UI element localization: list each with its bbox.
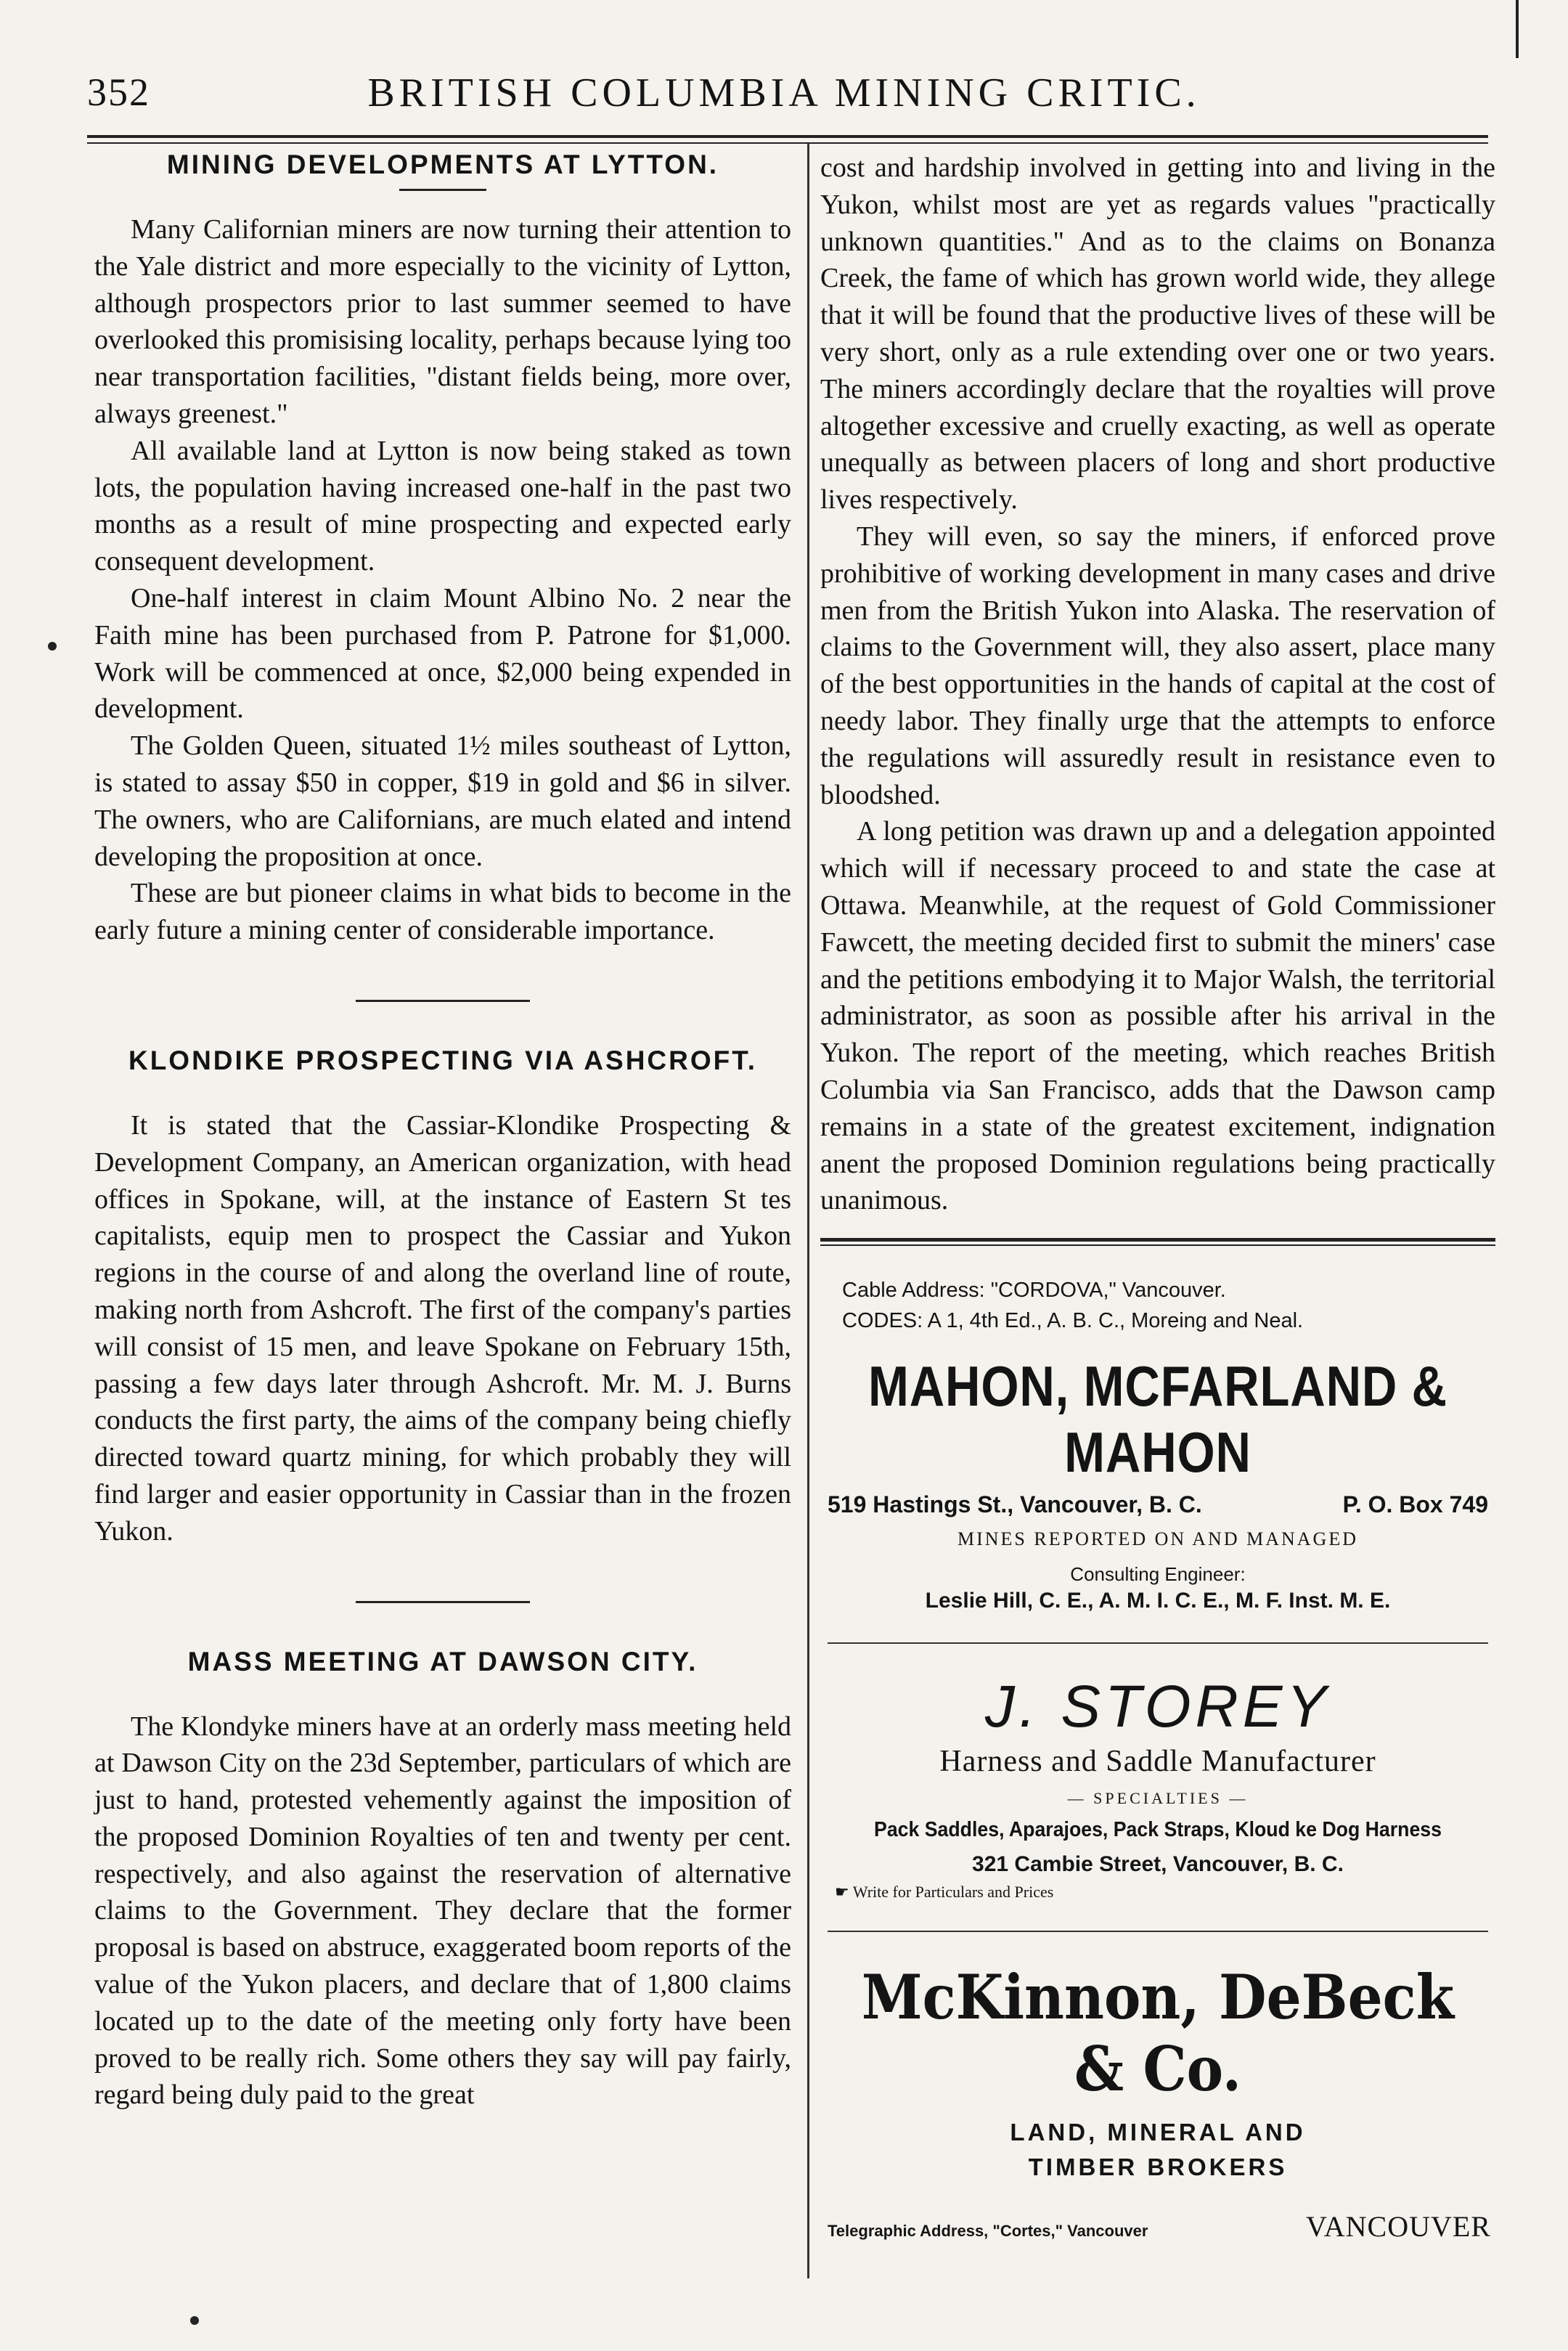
article-headline: KLONDIKE PROSPECTING VIA ASHCROFT. [128, 1045, 758, 1075]
article-body [94, 211, 791, 949]
ad-specialties-label: — SPECIALTIES — [1067, 1789, 1249, 1808]
ad-mckinnon-trade-2: TIMBER BROKERS [1028, 2154, 1288, 2181]
ad-storey-note: ☛ Write for Particulars and Prices [835, 1883, 1054, 1902]
article-body [94, 1107, 791, 1550]
paragraph: Many Californian miners are now turning their attention to the Yale district and more especially to the vicinity of Lytton, although prospectors prior to last summer seemed to have overlooked this promisising locality, perhaps because lying too near transportation facilities, "distant fields being, more over, always greenest." [94, 214, 791, 429]
paragraph: The Golden Queen, situated 1½ miles southeast of Lytton, is stated to assay $50 in copper, $19 in gold and $6 in silver. The owners, who are Californians, are much elated and intend developing the proposition at once. [94, 730, 791, 872]
ad-services: MINES REPORTED ON AND MANAGED [957, 1528, 1358, 1550]
page-number: 352 [87, 70, 150, 114]
margin-mark-line [1516, 0, 1519, 58]
ad-mckinnon-footer [820, 2209, 1495, 2244]
article-headline: MINING DEVELOPMENTS AT LYTTON. [166, 150, 719, 179]
page-header [87, 67, 1481, 125]
paragraph: A long petition was drawn up and a delegation appointed which will if necessary proceed to and state the case at Ottawa. Meanwhile, at the request of Gold Commissioner Fawcett, the meeting decided first to submit the miners' case and the petitions embodying it to Major Walsh, the territorial administrator, as soon as possible after his arrival in the Yukon. The report of the meeting, which reaches British Columbia via San Francisco, adds that the Dawson camp remains in a state of the greatest excitement, indignation anent the proposed Dominion regulations being practically unanimous. [820, 816, 1495, 1216]
paragraph: They will even, so say the miners, if enforced prove prohibitive of working development in many cases and drive men from the British Yukon into Alaska. The reservation of claims to the Government will, they also assert, place many of the best opportunities in the hands of capital at the cost of needy labor. They finally urge that the attempts to enforce the regulations will assuredly result in resistance even to bloodshed. [820, 521, 1495, 810]
running-title: BRITISH COLUMBIA MINING CRITIC. [367, 70, 1201, 115]
margin-dot [190, 2316, 199, 2325]
article-klondike-prospecting [94, 1046, 791, 1550]
section-rule [356, 1601, 530, 1603]
ad-address-row [820, 1491, 1495, 1518]
ad-j-storey [820, 1673, 1495, 1902]
paragraph: All available land at Lytton is now being staked as town lots, the population having increased one-half in the past two months as a result of mine prospecting and expected early consequent development. [94, 435, 791, 577]
article-headline: MASS MEETING AT DAWSON CITY. [187, 1646, 698, 1676]
advertisement-rule [828, 1931, 1488, 1932]
article-mass-meeting-dawson [94, 1647, 791, 2114]
ad-mckinnon-debeck [820, 1961, 1495, 2244]
ad-storey-address: 321 Cambie Street, Vancouver, B. C. [972, 1852, 1344, 1877]
ad-mckinnon-telegraphic: Telegraphic Address, "Cortes," Vancouver [828, 2222, 1148, 2241]
ad-storey-name: J. STOREY [984, 1674, 1331, 1740]
article-continuation [820, 150, 1495, 1219]
ad-consulting-label: Consulting Engineer: [1070, 1563, 1246, 1586]
ad-mahon-mcfarland [820, 1275, 1495, 1613]
column-divider [807, 144, 809, 2278]
headline-rule [399, 189, 486, 191]
ad-mckinnon-city: VANCOUVER [1306, 2210, 1491, 2244]
ad-engineer: Leslie Hill, C. E., A. M. I. C. E., M. F. Inst. M. E. [925, 1589, 1391, 1613]
paragraph: One-half interest in claim Mount Albino No. 2 near the Faith mine has been purchased from P. Patrone for $1,000. Work will be commenced at once, $2,000 being expended in development. [94, 582, 791, 725]
ad-mckinnon-trade-1: LAND, MINERAL AND [1010, 2119, 1306, 2146]
ad-firm-name: MAHON, MCFARLAND & MAHON [867, 1354, 1447, 1485]
ad-storey-trade: Harness and Saddle Manufacturer [939, 1745, 1376, 1779]
section-rule [356, 1000, 530, 1002]
left-column [94, 150, 791, 2114]
ad-codes: CODES: A 1, 4th Ed., A. B. C., Moreing and Neal. [842, 1309, 1304, 1333]
ad-specialties: Pack Saddles, Aparajoes, Pack Straps, Kloud ke Dog Harness [874, 1818, 1442, 1842]
paragraph: cost and hardship involved in getting into and living in the Yukon, whilst most are yet as regards values "practically unknown quantities." And as to the claims on Bonanza Creek, the fame of which has grown world wide, they allege that it will be found that the productive lives of these will be very short, only as a rule extending over one or two years. The miners accordingly declare that the royalties will prove altogether excessive and cruelly exacting, as well as operate unequally as between placers of long and short productive lives respectively. [820, 152, 1495, 516]
ad-po-box: P. O. Box 749 [1342, 1491, 1488, 1518]
ad-address: 519 Hastings St., Vancouver, B. C. [828, 1491, 1202, 1518]
ad-mckinnon-name: McKinnon, DeBeck & Co. [861, 1961, 1455, 2106]
paragraph: It is stated that the Cassiar-Klondike Prospecting & Development Company, an American organization, with head offices in Spokane, will, at the instance of Eastern St tes capitalists, equip men to prospect the Cassiar and Yukon regions in the course of and along the overland line of route, making north from Ashcroft. The first of the company's parties will consist of 15 men, and leave Spokane on February 15th, passing a few days later through Ashcroft. Mr. M. J. Burns conducts the first party, the aims of the company being chiefly directed toward quartz mining, for which probably they will find larger and easier opportunity in Cassiar than in the frozen Yukon. [94, 1109, 791, 1547]
header-rule [87, 135, 1488, 144]
article-body [94, 1708, 791, 2114]
article-mining-developments-lytton [94, 150, 791, 949]
margin-dot [48, 642, 57, 651]
advertisement-rule [828, 1642, 1488, 1644]
right-column [820, 150, 1495, 2244]
paragraph: The Klondyke miners have at an orderly mass meeting held at Dawson City on the 23d September, particulars of which are just to hand, protested vehemently against the imposition of the proposed Dominion Royalties of ten and twenty per cent. respectively, and also against the reservation of alternative claims to the Government. They declare that the former proposal is based on abstruce, exaggerated boom reports of the value of the Yukon placers, and declare that of 1,800 claims located up to the date of the meeting only forty have been proved to be really rich. Some others they say will pay fairly, regard being duly paid to the great [94, 1711, 791, 2111]
ad-cable-address: Cable Address: "CORDOVA," Vancouver. [842, 1279, 1226, 1303]
advertisement-rule [820, 1238, 1495, 1246]
paragraph: These are but pioneer claims in what bids to become in the early future a mining center of considerable importance. [94, 878, 791, 946]
